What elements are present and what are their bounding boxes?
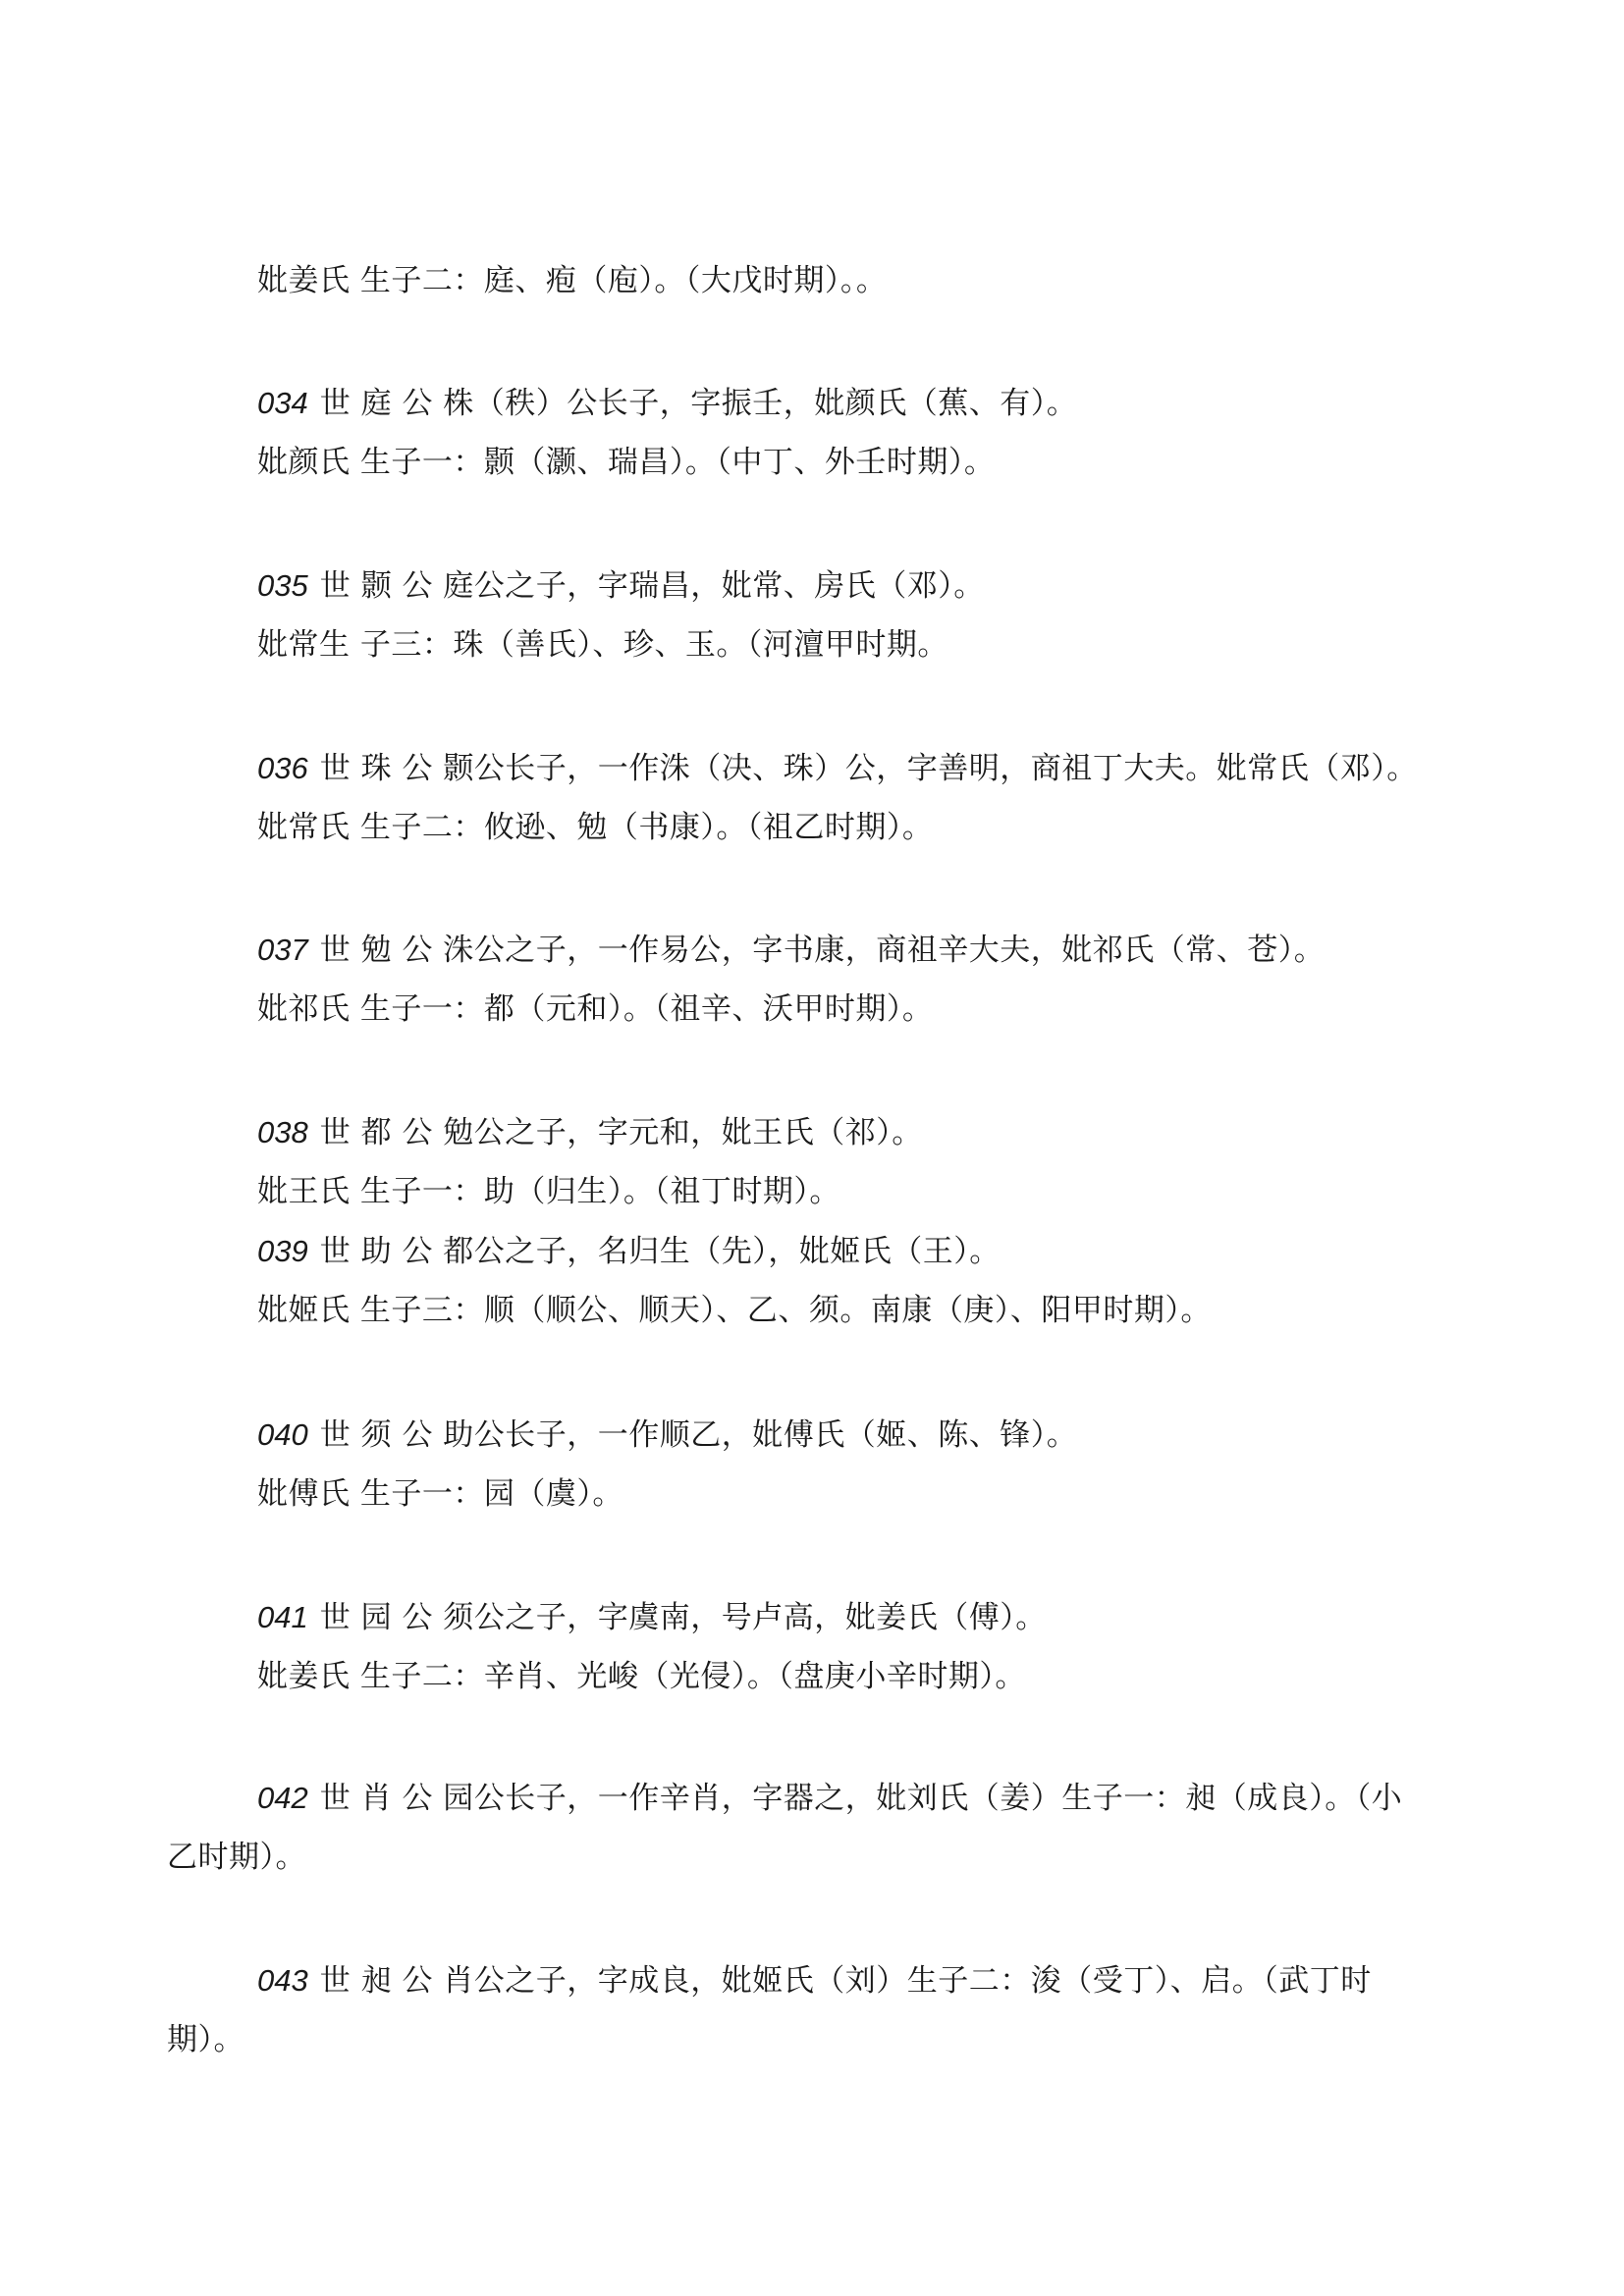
entry-035-detail: [257, 625, 948, 665]
entry-039-detail: [257, 1291, 1212, 1330]
line-text: 世 昶 公 肖公之子，字成良，妣姬氏（刘）生子二：浚（受丁）、启。（武丁时: [319, 1963, 1372, 1999]
line-text: 妣傅氏 生子一：园（虞）。: [257, 1476, 623, 1512]
entry-037-heading: [257, 931, 1325, 970]
entry-038-detail: [257, 1172, 840, 1211]
generation-number: 040: [257, 1417, 308, 1452]
line-text: 世 园 公 须公之子，字虞南，号卢高，妣姜氏（傅）。: [319, 1600, 1047, 1635]
line-text: 世 都 公 勉公之子，字元和，妣王氏（祁）。: [319, 1115, 923, 1150]
entry-037-detail: [257, 989, 933, 1029]
line-text: 世 助 公 都公之子，名归生（先），妣姬氏（王）。: [319, 1234, 1001, 1269]
line-text: 世 颢 公 庭公之子，字瑞昌，妣常、房氏（邓）。: [319, 568, 985, 604]
entry-043-wrap: [167, 2020, 244, 2059]
line-text: 世 勉 公 洙公之子，一作易公，字书康，商祖辛大夫，妣祁氏（常、苍）。: [319, 933, 1326, 968]
entry-041-heading: [257, 1598, 1047, 1637]
generation-number: 034: [257, 386, 308, 420]
line-text: 妣王氏 生子一：助（归生）。（祖丁时期）。: [257, 1174, 840, 1209]
entry-038-heading: [257, 1113, 923, 1152]
entry-036-detail: [257, 808, 933, 847]
entry-036-heading: [257, 749, 1418, 788]
entry-042-heading: [257, 1779, 1402, 1818]
entry-040-detail: [257, 1474, 623, 1514]
generation-number: 043: [257, 1963, 308, 1998]
generation-number: 038: [257, 1115, 308, 1149]
generation-number: 037: [257, 933, 308, 967]
entry-042-wrap: [167, 1838, 306, 1877]
generation-number: 036: [257, 751, 308, 785]
text-line-1: [257, 261, 887, 300]
generation-number: 041: [257, 1600, 308, 1634]
entry-034-heading: [257, 384, 1077, 423]
entry-041-detail: [257, 1657, 1026, 1696]
line-text: 世 肖 公 园公长子，一作辛肖，字器之，妣刘氏（姜）生子一：昶（成良）。（小: [319, 1781, 1403, 1816]
generation-number: 035: [257, 568, 308, 603]
entry-039-heading: [257, 1232, 1001, 1271]
line-text: 妣姜氏 生子二：庭、疱（庖）。（大戊时期）。。: [257, 263, 888, 298]
entry-035-heading: [257, 566, 985, 606]
line-text: 世 庭 公 株（秩）公长子，字振壬，妣颜氏（蕉、有）。: [319, 386, 1078, 421]
line-text: 世 珠 公 颢公长子，一作洙（决、珠）公，字善明，商祖丁大夫。妣常氏（邓）。: [319, 751, 1418, 786]
line-text: 世 须 公 助公长子，一作顺乙，妣傅氏（姬、陈、锋）。: [319, 1417, 1078, 1453]
entry-043-heading: [257, 1961, 1372, 2001]
line-text: 乙时期）。: [167, 1840, 306, 1875]
line-text: 期）。: [167, 2022, 244, 2057]
line-text: 妣姬氏 生子三：顺（顺公、顺天）、乙、须。南康（庚）、阳甲时期）。: [257, 1293, 1212, 1328]
generation-number: 039: [257, 1234, 308, 1268]
line-text: 妣常生 子三：珠（善氏）、珍、玉。（河澶甲时期。: [257, 627, 948, 663]
entry-034-detail: [257, 443, 995, 482]
line-text: 妣常氏 生子二：攸逊、勉（书康）。（祖乙时期）。: [257, 810, 934, 845]
line-text: 妣姜氏 生子二：辛肖、光峻（光侵）。（盘庚小辛时期）。: [257, 1659, 1026, 1694]
line-text: 妣颜氏 生子一：颢（灏、瑞昌）。（中丁、外壬时期）。: [257, 445, 996, 480]
generation-number: 042: [257, 1781, 308, 1815]
entry-040-heading: [257, 1415, 1077, 1455]
line-text: 妣祁氏 生子一：都（元和）。（祖辛、沃甲时期）。: [257, 991, 934, 1027]
